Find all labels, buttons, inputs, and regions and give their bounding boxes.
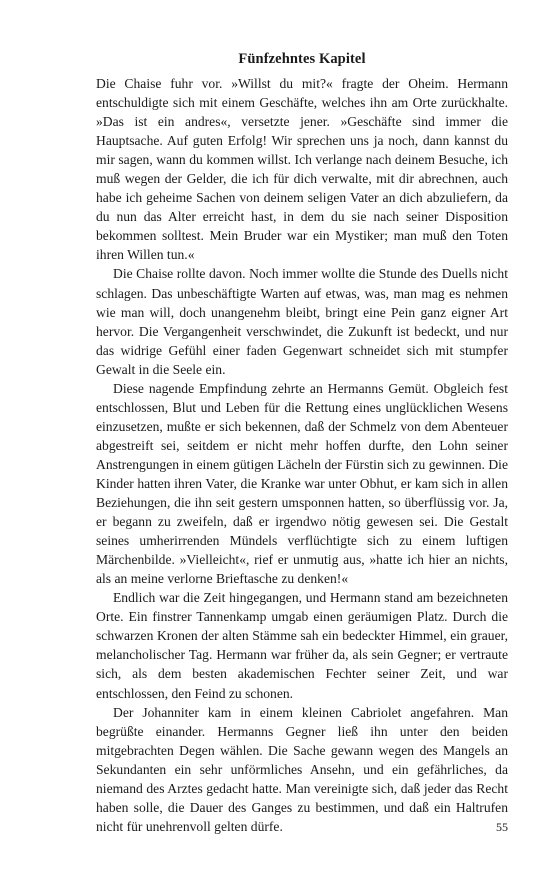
paragraph: Endlich war die Zeit hingegangen, und Hermann stand am bezeichneten Orte. Ein finstrer Tannenkamp umgab einen geräumigen Platz. Durch die schwarzen Kronen der alten Stämme sah ein bedeckter Himmel, ein grauer, melancholischer Tag. Hermann war früher da, als sein Gegner; er vertraute sich, als dem besten akademischen Fechter seiner Zeit, und war entschlossen, den Feind zu schonen. bbox=[96, 590, 508, 701]
paragraph: Diese nagende Empfindung zehrte an Hermanns Gemüt. Obgleich fest entschlossen, Blut und Leben für die Rettung eines unglücklichen Wesens einzusetzen, mußte er sich bekennen, daß der Schmelz von dem Abenteuer abgestreift sei, seitdem er nicht mehr hoffen durfte, den Lohn seiner Anstrengungen in einem gütigen Lächeln der Fürstin sich zu gewinnen. Die Kinder hatten ihren Vater, die Kranke war unter Obhut, er kam sich in allen Beziehungen, die ihn seit gestern umsponnen hatten, so überflüssig vor. Ja, er begann zu zweifeln, daß er irgendwo nötig gewesen sei. Die Gestalt seines umherirrenden Mündels verflüchtigte sich zu einem luftigen Märchenbilde. »Vielleicht«, rief er unmutig aus, »hatte ich hier an nichts, als an meine verlorne Brieftasche zu denken!« bbox=[96, 380, 508, 587]
page-number: 55 bbox=[496, 820, 508, 834]
paragraph: Der Johanniter kam in einem kleinen Cabriolet angefahren. Man begrüßte einander. Hermanns Gegner ließ ihn unter den beiden mitgebrachten Degen wählen. Die Sache gewann wegen des Mangels an Sekundanten ein sehr unförmliches Ansehn, und ein gefährliches, da niemand des Arztes gedacht hatte. Man vereinigte sich, daß jeder das Recht haben solle, die Dauer des Ganges zu bestimmen, und daß ein Haltrufen nicht für unehrenvoll gelten dürfe. bbox=[96, 704, 508, 834]
body-text bbox=[96, 74, 508, 836]
paragraph: Die Chaise fuhr vor. »Willst du mit?« fragte der Oheim. Hermann entschuldigte sich mit einem Geschäfte, welches ihn am Orte zurückhalte. »Das ist ein andres«, versetzte jener. »Geschäfte sind immer die Hauptsache. Auf guten Erfolg! Wir sprechen uns ja noch, dann kannst du mir sagen, wann du kommen willst. Ich verlange nach deinem Besuche, ich muß wegen der Gelder, die ich für dich verwalte, mit dir abrechnen, auch habe ich geheime Sachen von deinem seligen Vater an dich abzuliefern, da du nun das Alter erreicht hast, in dem du sie nach seiner Disposition bekommen solltest. Mein Bruder war ein Mystiker; man muß den Toten ihren Willen tun.« bbox=[96, 76, 508, 263]
paragraph: Die Chaise rollte davon. Noch immer wollte die Stunde des Duells nicht schlagen. Das unbeschäftigte Warten auf etwas, was, man mag es nehmen wie man will, doch unangenehm bleibt, bringt eine Pein ganz eigner Art hervor. Die Vergangenheit verschwindet, die Zukunft ist bedeckt, und nur das widrige Gefühl einer faden Gegenwart schneidet sich mit stumpfer Gewalt in die Seele ein. bbox=[96, 266, 508, 377]
chapter-title: Fünfzehntes Kapitel bbox=[238, 51, 366, 67]
